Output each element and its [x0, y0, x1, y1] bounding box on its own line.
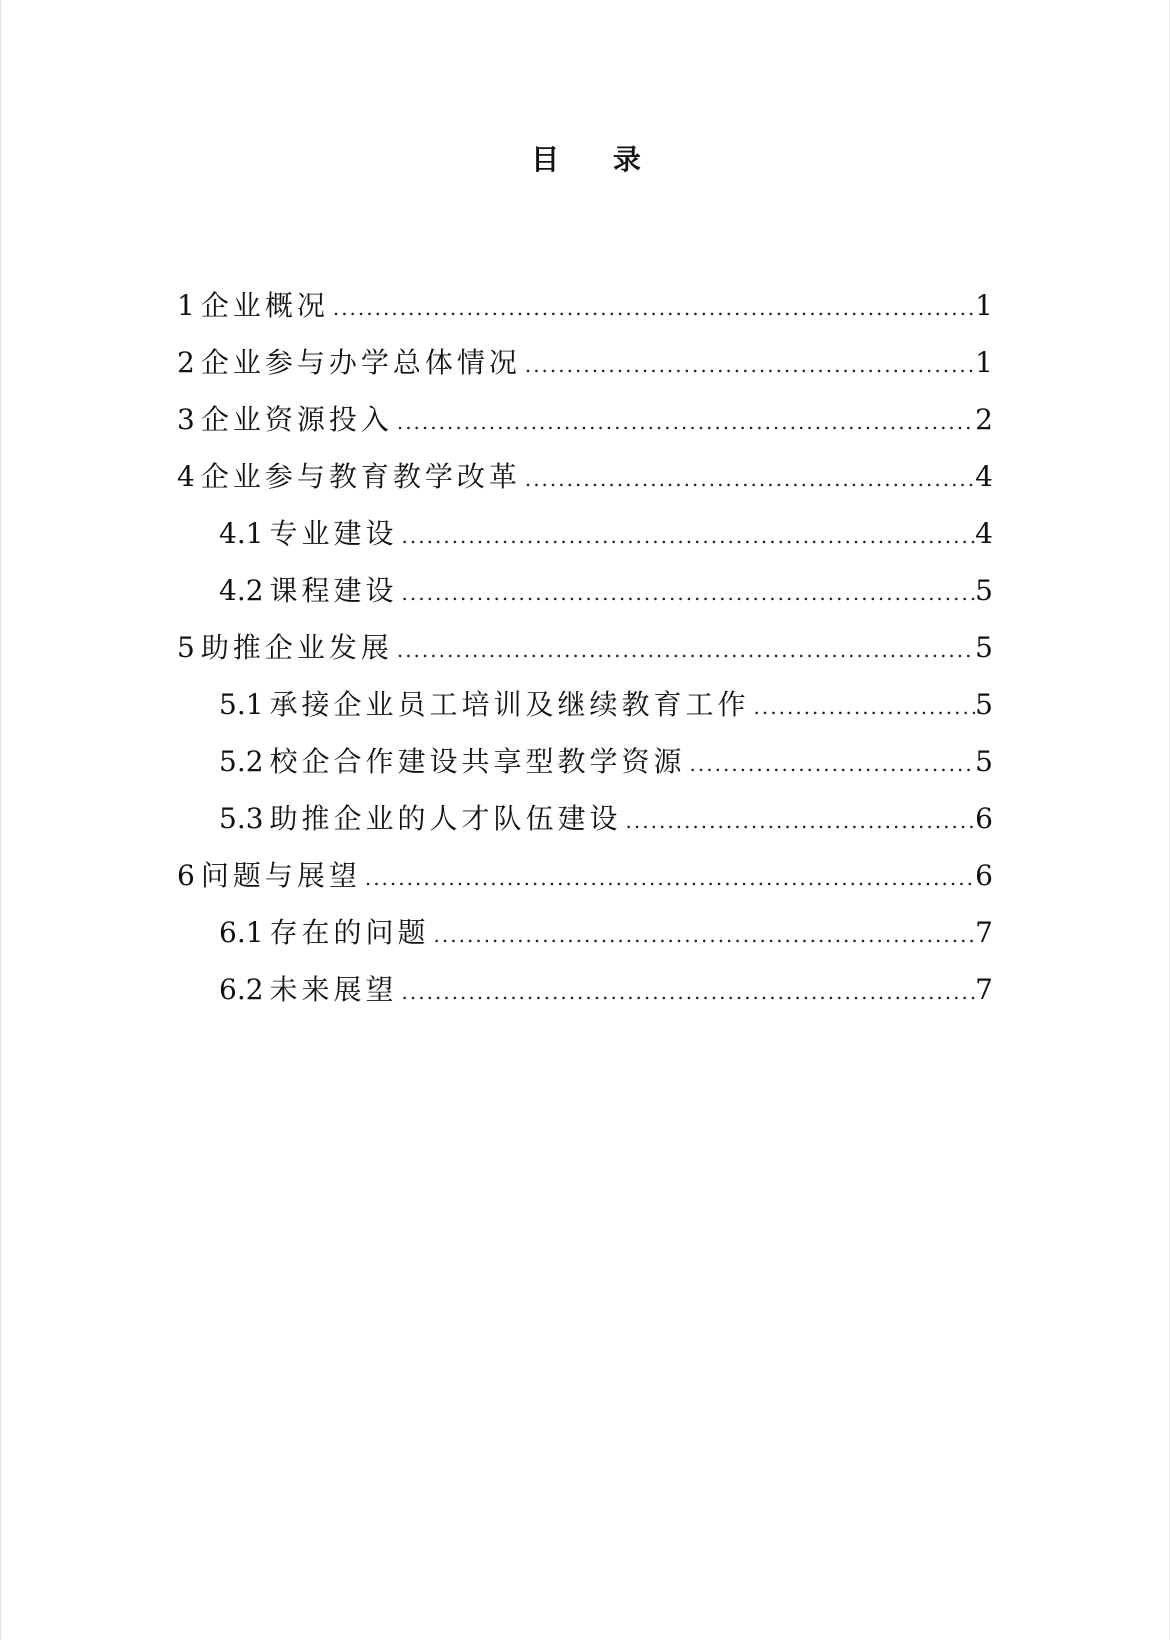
toc-dot-leader	[622, 803, 976, 839]
toc-entry-page: 7	[975, 916, 993, 949]
toc-entry[interactable]	[177, 687, 993, 744]
toc-entry-number: 4.2	[219, 574, 264, 607]
toc-entry-number: 2	[177, 346, 195, 379]
toc-entry-page: 4	[975, 460, 993, 493]
toc-dot-leader	[361, 860, 975, 896]
toc-entry[interactable]	[177, 402, 993, 459]
toc-entry[interactable]	[177, 573, 993, 630]
toc-dot-leader	[750, 689, 976, 725]
toc-entry[interactable]	[177, 288, 993, 345]
toc-dot-leader	[393, 632, 975, 668]
toc-entry-page: 1	[975, 289, 993, 322]
toc-dot-leader	[398, 575, 976, 611]
toc-entry-page: 5	[975, 688, 993, 721]
toc-entry-page: 5	[975, 745, 993, 778]
toc-entry-title: 企业参与办学总体情况	[200, 346, 521, 379]
toc-entry-title: 专业建设	[269, 517, 398, 550]
toc-entry[interactable]	[177, 744, 993, 801]
toc-entry[interactable]	[177, 516, 993, 573]
toc-entry-number: 6.2	[219, 973, 264, 1006]
toc-entry[interactable]	[177, 915, 993, 972]
toc-entry[interactable]	[177, 801, 993, 858]
toc-entry-title: 问题与展望	[200, 859, 361, 892]
toc-entry-number: 1	[177, 289, 195, 322]
toc-entry[interactable]	[177, 630, 993, 687]
toc-entry-number: 5.2	[219, 745, 264, 778]
toc-entry-title: 未来展望	[269, 973, 398, 1006]
toc-dot-leader	[686, 746, 976, 782]
toc-entry-title: 企业概况	[200, 289, 329, 322]
toc-dot-leader	[521, 461, 975, 497]
toc-entry-number: 4.1	[219, 517, 264, 550]
toc-entry-number: 4	[177, 460, 195, 493]
toc-entry-page: 5	[975, 574, 993, 607]
toc-dot-leader	[430, 917, 976, 953]
toc-entry-title: 助推企业发展	[200, 631, 393, 664]
toc-dot-leader	[329, 290, 975, 326]
toc-entry-title: 企业参与教育教学改革	[200, 460, 521, 493]
toc-entry-number: 6.1	[219, 916, 264, 949]
toc-entry[interactable]	[177, 459, 993, 516]
toc-dot-leader	[398, 518, 976, 554]
toc-list	[177, 288, 993, 1029]
toc-entry-number: 5	[177, 631, 195, 664]
toc-dot-leader	[393, 404, 975, 440]
toc-entry-number: 3	[177, 403, 195, 436]
toc-entry[interactable]	[177, 345, 993, 402]
toc-entry-page: 7	[975, 973, 993, 1006]
toc-entry-title: 企业资源投入	[200, 403, 393, 436]
toc-title: 目 录	[531, 143, 663, 176]
toc-entry-page: 5	[975, 631, 993, 664]
toc-entry-title: 校企合作建设共享型教学资源	[269, 745, 686, 778]
toc-dot-leader	[398, 974, 976, 1010]
toc-entry-title: 课程建设	[269, 574, 398, 607]
toc-entry[interactable]	[177, 858, 993, 915]
toc-entry-title: 承接企业员工培训及继续教育工作	[269, 688, 750, 721]
toc-dot-leader	[521, 347, 975, 383]
toc-entry-page: 6	[975, 802, 993, 835]
toc-entry[interactable]	[177, 972, 993, 1029]
toc-entry-title: 存在的问题	[269, 916, 430, 949]
toc-entry-number: 5.3	[219, 802, 264, 835]
toc-entry-page: 4	[975, 517, 993, 550]
toc-entry-title: 助推企业的人才队伍建设	[269, 802, 622, 835]
toc-entry-page: 6	[975, 859, 993, 892]
toc-entry-number: 5.1	[219, 688, 264, 721]
toc-entry-number: 6	[177, 859, 195, 892]
toc-entry-page: 2	[975, 403, 993, 436]
toc-entry-page: 1	[975, 346, 993, 379]
